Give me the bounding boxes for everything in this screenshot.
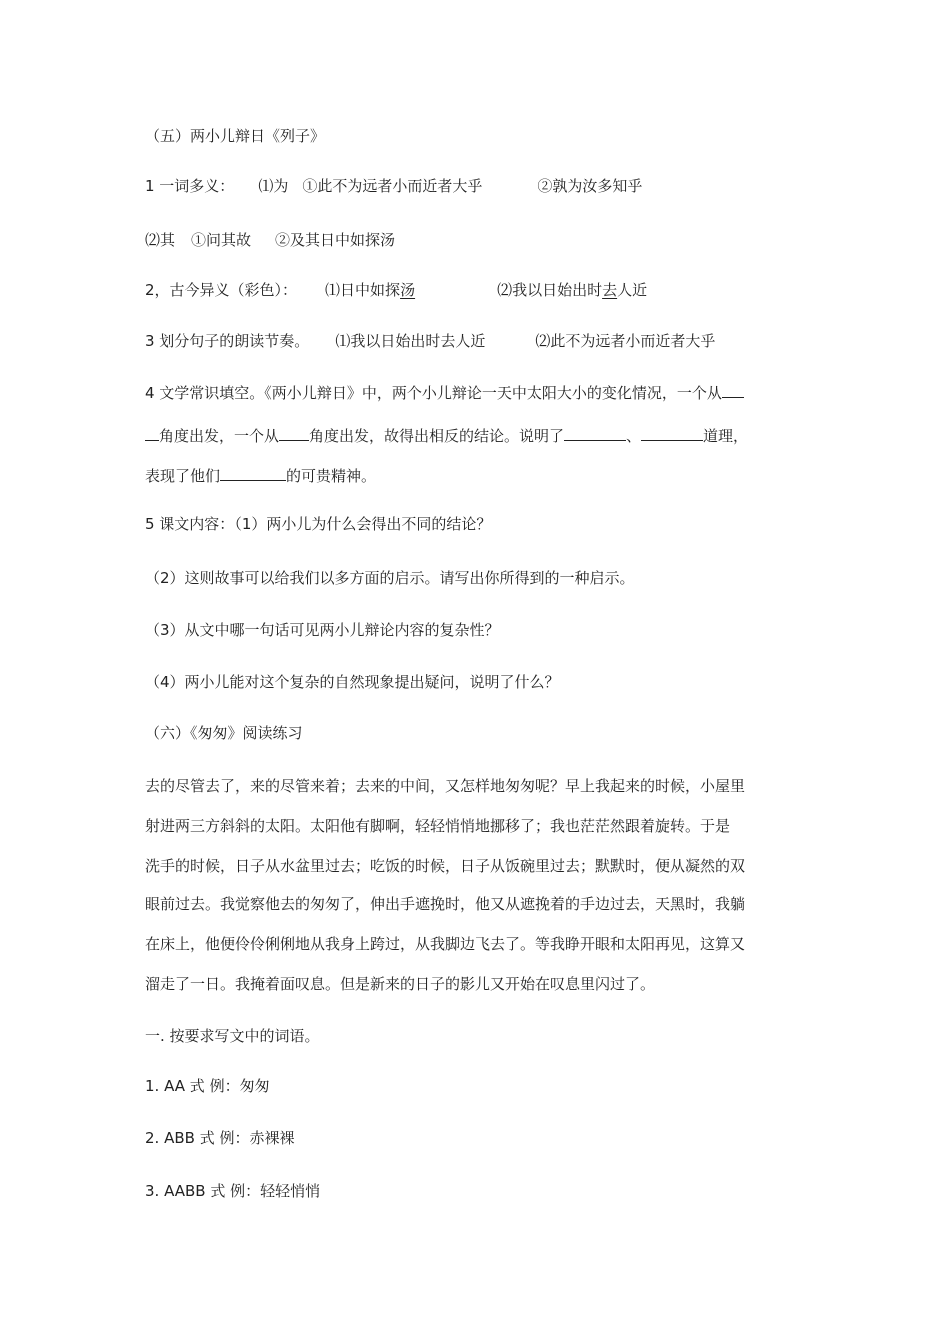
q3-label: 3 划分句子的朗读节奏。	[145, 332, 310, 350]
q1-line2	[145, 229, 395, 251]
q1-word2-sense-b: ②及其日中如探汤	[275, 231, 396, 249]
task-item-2	[145, 1127, 294, 1149]
task-item-3	[145, 1180, 320, 1202]
q2-item-b-text: ⑵我以日始出时	[497, 281, 603, 299]
task-item-example: 式 例：赤裸裸	[194, 1129, 295, 1147]
q5-sub1: （1）两小儿为什么会得出不同的结论？	[234, 515, 492, 533]
task-item-example: 式 例：轻轻悄悄	[205, 1182, 321, 1200]
fill-blank[interactable]	[220, 466, 286, 481]
passage-line-2: 射进两三方斜斜的太阳。太阳他有脚啊，轻轻悄悄地挪移了；我也茫茫然跟着旋转。于是	[145, 817, 731, 835]
task-heading: 一. 按要求写文中的词语。	[145, 1027, 320, 1045]
task-item-example: 式 例：匆匆	[185, 1077, 270, 1095]
q5-sub4: （4）两小儿能对这个复杂的自然现象提出疑问，说明了什么？	[145, 673, 560, 691]
q5-sub3: （3）从文中哪一句话可见两小儿辩论内容的复杂性？	[145, 621, 500, 639]
q2-item-a-text: ⑴日中如探	[325, 281, 401, 299]
q4-text-2a: 角度出发，一个从	[159, 427, 280, 445]
fill-blank[interactable]	[641, 426, 703, 441]
q5-line1	[145, 513, 491, 535]
q4-text-2c: 、	[626, 427, 642, 445]
fill-blank[interactable]	[722, 383, 744, 398]
passage-line-4: 眼前过去。我觉察他去的匆匆了，伸出手遮挽时，他又从遮挽着的手边过去，天黑时，我躺	[145, 895, 746, 913]
q3-line	[145, 330, 715, 352]
q1-label: 1 一词多义：	[145, 177, 235, 195]
q4-text-3b: 的可贵精神。	[286, 467, 377, 485]
q4-text-2d: 道理，	[703, 427, 749, 445]
q2-item-b-underlined: 去	[602, 281, 618, 299]
q1-word1: ⑴为	[258, 177, 289, 195]
q4-line1	[145, 382, 744, 404]
q1-word2: ⑵其	[145, 231, 176, 249]
passage-line-1: 去的尽管去了，来的尽管来着；去来的中间，又怎样地匆匆呢？早上我起来的时候，小屋里	[145, 777, 746, 795]
passage-line-6: 溜走了一日。我掩着面叹息。但是新来的日子的影儿又开始在叹息里闪过了。	[145, 975, 656, 993]
section6-title: （六）《匆匆》阅读练习	[145, 724, 303, 742]
fill-blank[interactable]	[145, 426, 159, 441]
q5-label: 5 课文内容：	[145, 515, 235, 533]
task-item-1	[145, 1075, 270, 1097]
passage-line-5: 在床上，他便伶伶俐俐地从我身上跨过，从我脚边飞去了。等我睁开眼和太阳再见，这算又	[145, 935, 746, 953]
q5-sub2: （2）这则故事可以给我们以多方面的启示。请写出你所得到的一种启示。	[145, 569, 635, 587]
q4-text-3a: 表现了他们	[145, 467, 221, 485]
task-item-number: 2. ABB	[145, 1129, 195, 1147]
q2-label: 2，古今异义（彩色）：	[145, 281, 298, 299]
q1-line1	[145, 175, 642, 197]
q1-word1-sense-a: ①此不为远者小而近者大乎	[302, 177, 483, 195]
passage-line-3: 洗手的时候，日子从水盆里过去；吃饭的时候，日子从饭碗里过去；默默时，便从凝然的双	[145, 857, 746, 875]
q1-word1-sense-b: ②孰为汝多知乎	[537, 177, 643, 195]
q4-text-1: 4 文学常识填空。《两小儿辩日》中，两个小儿辩论一天中太阳大小的变化情况，一个从	[145, 384, 722, 402]
task-item-number: 1. AA	[145, 1077, 186, 1095]
q4-text-2b: 角度出发，故得出相反的结论。说明了	[309, 427, 565, 445]
section5-title: （五）两小儿辩日《列子》	[145, 127, 326, 145]
fill-blank[interactable]	[279, 426, 309, 441]
q4-line3	[145, 465, 376, 487]
q3-item-a: ⑴我以日始出时去人近	[335, 332, 486, 350]
q2-item-b-tail: 人近	[617, 281, 648, 299]
q1-word2-sense-a: ①问其故	[191, 231, 252, 249]
q2-line	[145, 279, 647, 301]
q2-item-a-underlined: 汤	[400, 281, 416, 299]
q3-item-b: ⑵此不为远者小而近者大乎	[535, 332, 716, 350]
q4-line2	[145, 425, 748, 447]
fill-blank[interactable]	[564, 426, 626, 441]
task-item-number: 3. AABB	[145, 1182, 206, 1200]
